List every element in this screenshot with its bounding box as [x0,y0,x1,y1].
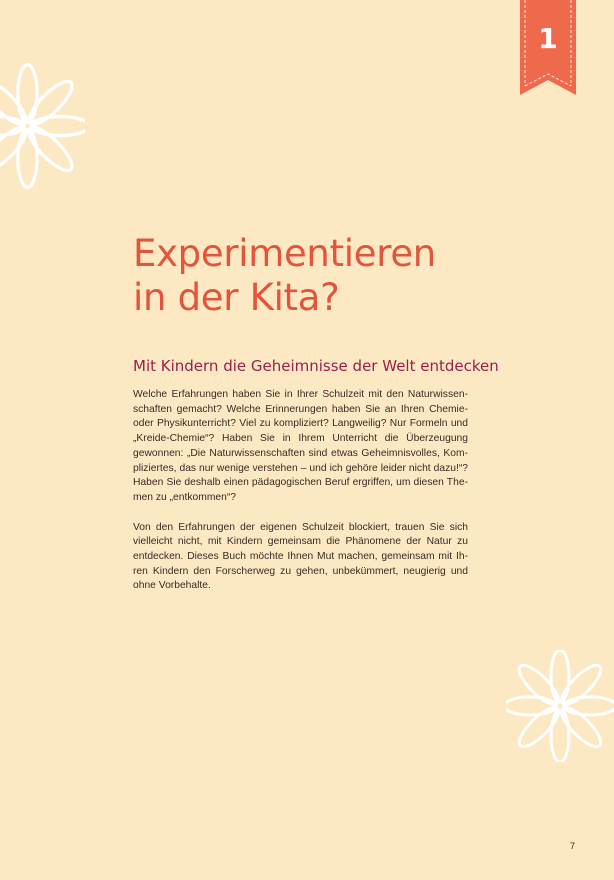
paragraph: Welche Erfahrungen haben Sie in Ihrer Schulzeit mit den Naturwissenschaften gemacht? Welche Erinnerungen haben Sie an Ihren Chemie- oder Physikunterricht? Viel zu kompliziert? Langweilig? Nur Formeln und „Kreide-Chemie“? Haben Sie in Ihrem Unterricht die Überzeugung gewonnen: „Die Naturwissenschaften sind etwas Geheimnisvolles, Kompliziertes, das nur wenige verstehen – und ich gehöre leider nicht dazu!“? Haben Sie deshalb einen pädagogischen Beruf ergriffen, um diesen Themen zu „entkommen“? [133,389,468,503]
chapter-title [133,232,436,320]
flower-decoration-icon [0,56,85,196]
body-text [133,388,468,609]
page-number: 7 [570,841,576,851]
chapter-subtitle: Mit Kindern die Geheimnisse der Welt entdecken [133,357,499,375]
flower-decoration-icon [506,650,614,762]
chapter-number: 1 [538,22,558,55]
paragraph: Von den Erfahrungen der eigenen Schulzeit blockiert, trauen Sie sich vielleicht nicht, mit Kindern gemeinsam die Phänomene der Natur zu entdecken. Dieses Buch möchte Ihnen Mut machen, gemeinsam mit Ihren Kindern den Forscherweg zu gehen, unbekümmert, neugierig und ohne Vorbehalte. [133,521,468,592]
chapter-title-line-1: Experimentieren [133,232,436,275]
chapter-title-line-2: in der Kita? [133,276,340,319]
